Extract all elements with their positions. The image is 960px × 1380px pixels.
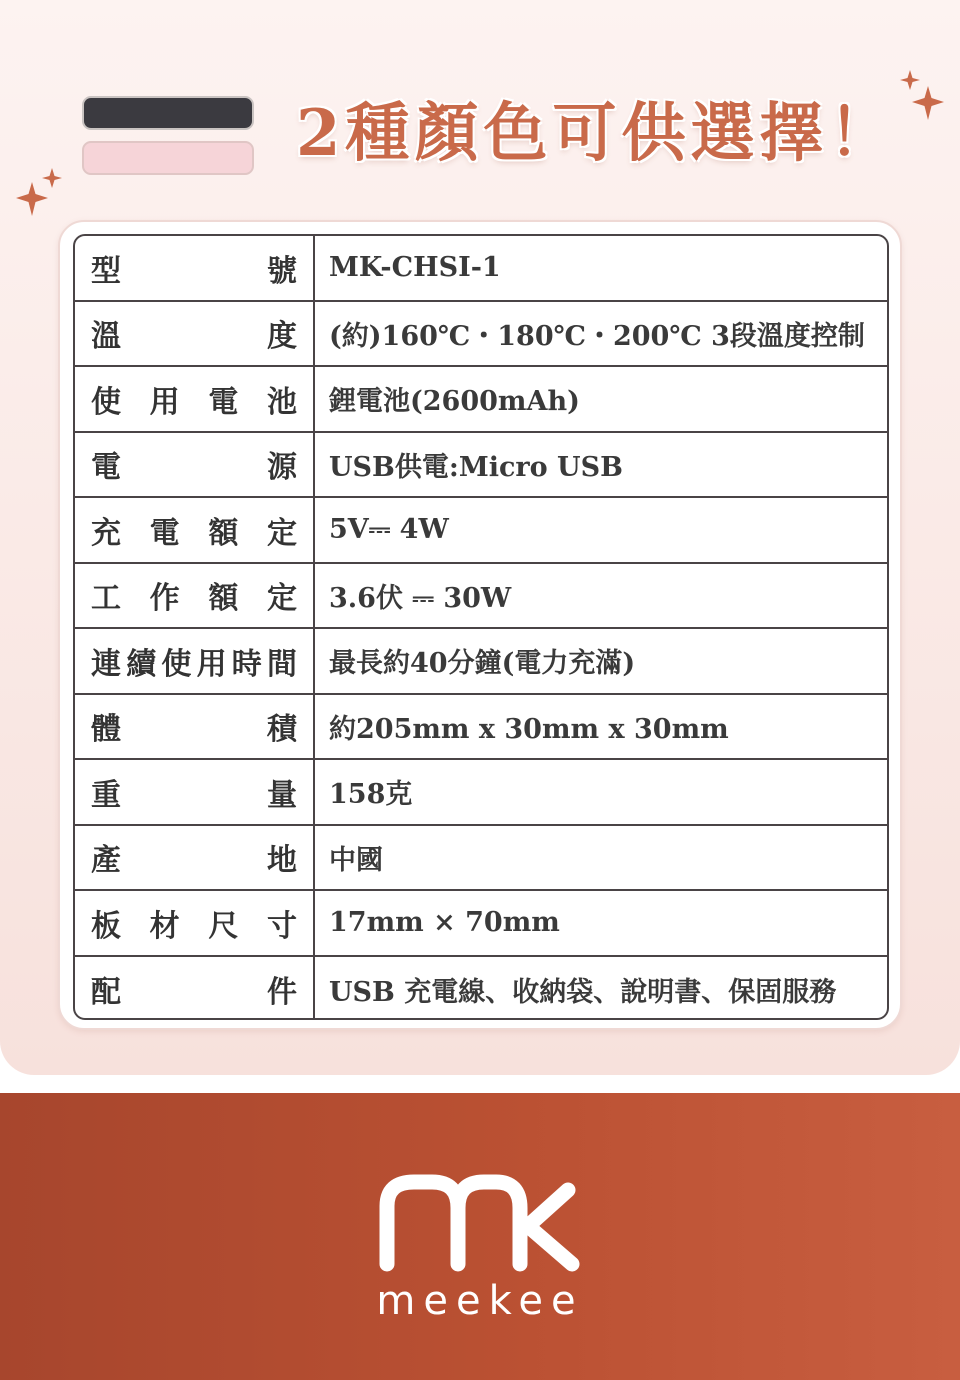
sparkle-icon: [900, 70, 946, 122]
spec-value: 最長約40分鐘(電力充滿): [329, 648, 636, 680]
color-swatch-dark: [82, 96, 254, 130]
spec-value: USB 充電線、收納袋、說明書、保固服務: [329, 976, 837, 1008]
brand-wordmark: meekee: [376, 1278, 584, 1324]
spec-value: 中國: [329, 844, 383, 876]
spec-table: [73, 234, 889, 1020]
spec-row: [75, 433, 887, 499]
mk-logo-icon: [378, 1172, 584, 1272]
spec-row: [75, 302, 887, 368]
spec-row: [75, 891, 887, 957]
spec-row: [75, 826, 887, 892]
spec-label: 配 件: [75, 957, 315, 1021]
spec-row: [75, 760, 887, 826]
spec-value: 17mm × 70mm: [329, 907, 560, 939]
color-swatch-pink: [82, 141, 254, 175]
spec-value: USB供電:Micro USB: [329, 451, 623, 483]
spec-card: [58, 220, 902, 1030]
spec-value: 5V⎓ 4W: [329, 513, 449, 545]
spec-row: [75, 236, 887, 302]
spec-value: 鋰電池(2600mAh): [329, 386, 580, 418]
spec-row: [75, 957, 887, 1021]
spec-value: MK-CHSI-1: [329, 252, 501, 284]
spec-label: 電 源: [75, 433, 315, 497]
spec-label: 產 地: [75, 826, 315, 890]
spec-label: 體 積: [75, 695, 315, 759]
headline: 2種顏色可供選擇！: [296, 96, 898, 171]
spec-label: 型 號: [75, 236, 315, 300]
spec-row: [75, 498, 887, 564]
spec-row: [75, 695, 887, 761]
spec-label: 充 電 額 定: [75, 498, 315, 562]
spec-value: 約205mm x 30mm x 30mm: [329, 713, 729, 745]
spec-value: 3.6伏 ⎓ 30W: [329, 582, 512, 614]
spec-label: 工 作 額 定: [75, 564, 315, 628]
spec-row: [75, 564, 887, 630]
spec-row: [75, 367, 887, 433]
spec-row: [75, 629, 887, 695]
spec-value: 158克: [329, 779, 413, 811]
spec-label: 溫 度: [75, 302, 315, 366]
spec-label: 使 用 電 池: [75, 367, 315, 431]
spec-label: 板 材 尺 寸: [75, 891, 315, 955]
sparkle-icon: [16, 168, 62, 220]
spec-value: (約)160℃・180℃・200℃ 3段溫度控制: [329, 320, 865, 352]
spec-label: 重 量: [75, 760, 315, 824]
spec-label: 連 續 使 用 時 間: [75, 629, 315, 693]
